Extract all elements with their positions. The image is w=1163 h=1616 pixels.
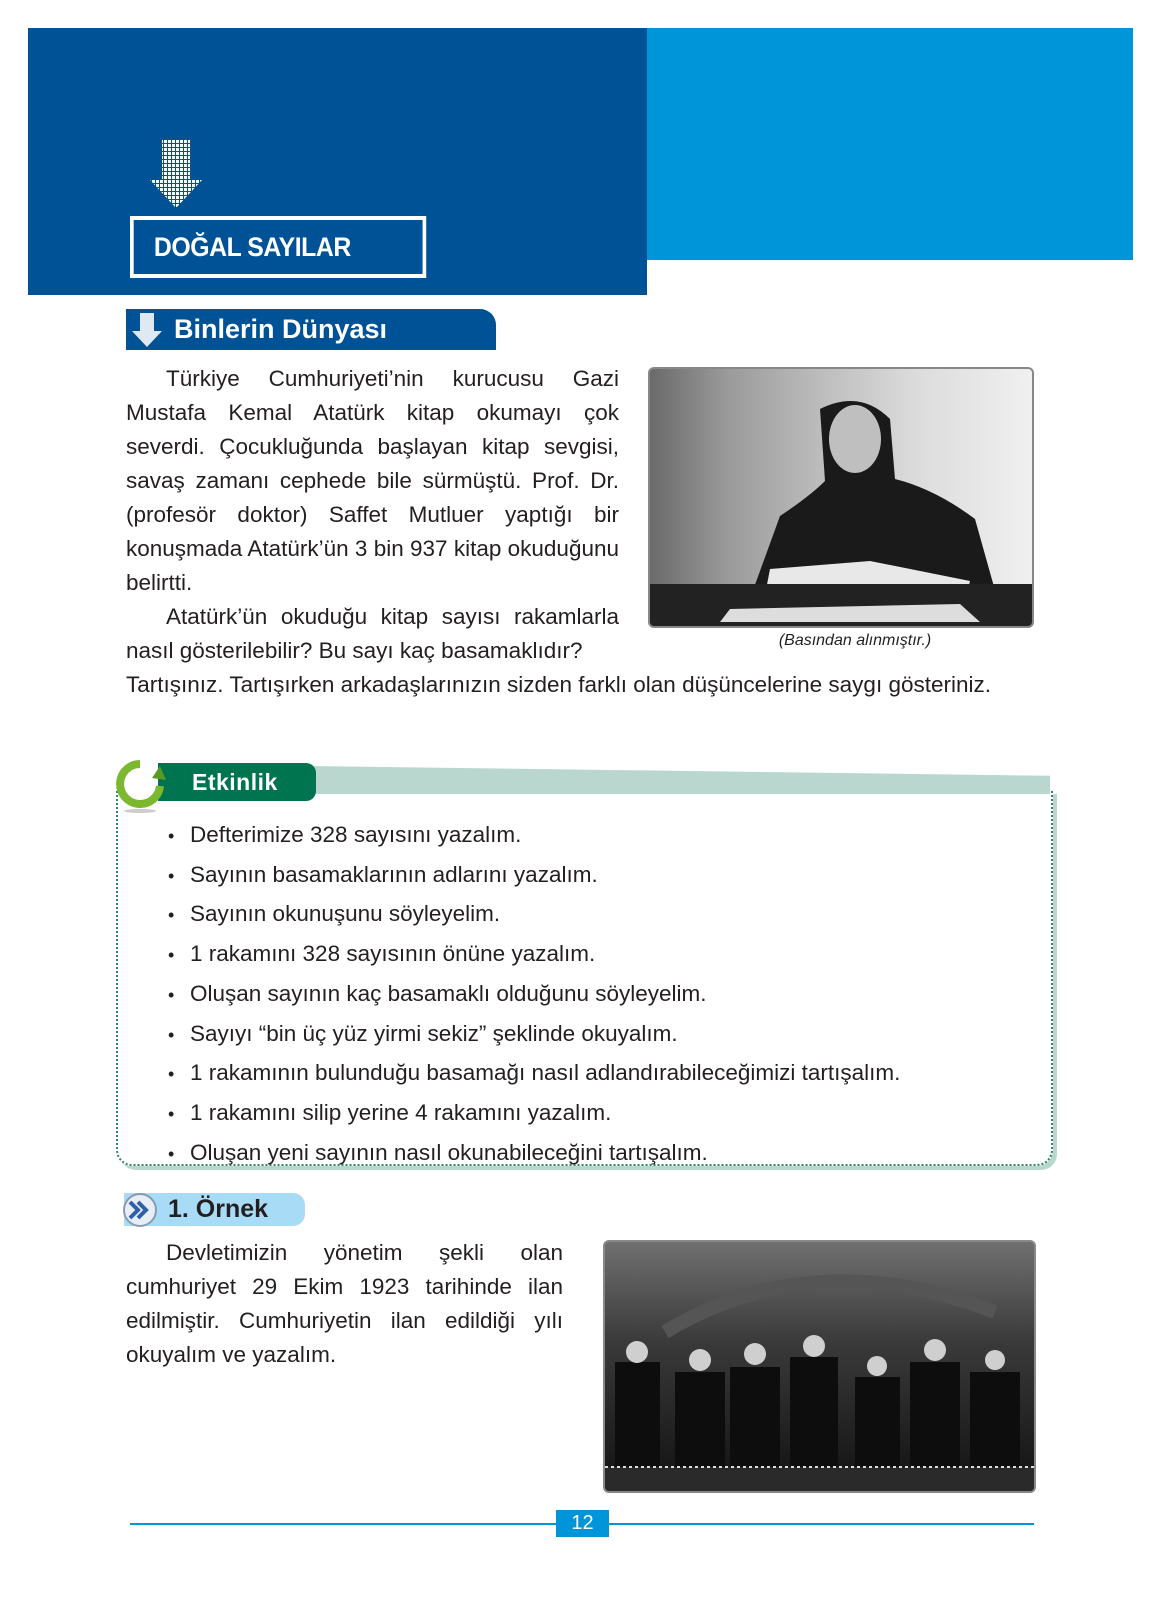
photo-figure: [650, 369, 1032, 626]
paragraph-text: Türkiye Cumhuriyeti’nin kurucusu Gazi Mustafa Kemal Atatürk kitap okumayı çok severdi. Çocukluğunda başlayan kitap sevgisi, savaş zamanı cephede bile sürmüştü. Prof. Dr. (profesör doktor) Saffet Mutluer yaptığı bir konuşmada Atatürk’ün 3 bin 937 kitap okuduğunu belirtti.: [126, 366, 619, 595]
photo-figure: [605, 1242, 1034, 1491]
arrow-down-icon: [148, 140, 204, 210]
discussion-paragraph: Tartışınız. Tartışırken arkadaşlarınızın sizden farklı olan düşüncelerine saygı gösteriniz.: [126, 672, 991, 697]
activity-title: Etkinlik: [158, 763, 316, 801]
section-header: [126, 309, 496, 350]
example-title: 1. Örnek: [168, 1195, 269, 1223]
ataturk-reading-photo: [648, 367, 1034, 628]
example-header: [124, 1193, 305, 1226]
activity-list: [168, 816, 900, 1173]
section-title: Binlerin Dünyası: [174, 314, 388, 344]
list-item: • Oluşan sayının kaç basamaklı olduğunu söyleyelim.: [168, 980, 707, 1006]
photo-caption: (Basından alınmıştır.): [778, 632, 932, 649]
list-item: • Defterimize 328 sayısını yazalım.: [168, 822, 522, 847]
intro-paragraph: [126, 362, 619, 600]
list-item: • Sayının okunuşunu söyleyelim.: [168, 901, 501, 927]
list-item: • 1 rakamını 328 sayısının önüne yazalım.: [168, 941, 596, 967]
chapter-title: DOĞAL SAYILAR: [130, 216, 426, 278]
list-item: • Sayının basamaklarının adlarını yazalım.: [168, 861, 598, 887]
list-item: • Oluşan yeni sayının nasıl okunabileceğini tartışalım.: [168, 1139, 708, 1165]
question-paragraph: Atatürk’ün okuduğu kitap sayısı rakamlarla nasıl gösterilebilir? Bu sayı kaç basamaklıdır?: [126, 604, 619, 663]
arrow-down-icon: [130, 311, 164, 349]
list-item: • Sayıyı “bin üç yüz yirmi sekiz” şeklinde okuyalım.: [168, 1020, 678, 1046]
recycle-arrows-icon: [114, 758, 166, 814]
double-chevron-icon: [122, 1192, 160, 1228]
list-item: • 1 rakamının bulunduğu basamağı nasıl adlandırabileceğimizi tartışalım.: [168, 1060, 901, 1086]
list-item: • 1 rakamını silip yerine 4 rakamını yazalım.: [168, 1099, 612, 1125]
republic-ceremony-photo: [603, 1240, 1036, 1493]
page-number: 12: [556, 1510, 609, 1537]
example-text: Devletimizin yönetim şekli olan cumhuriyet 29 Ekim 1923 tarihinde ilan edilmiştir. Cumhuriyetin ilan edildiği yılı okuyalım ve yazalım.: [126, 1240, 563, 1367]
header-light-band: [647, 28, 1133, 260]
